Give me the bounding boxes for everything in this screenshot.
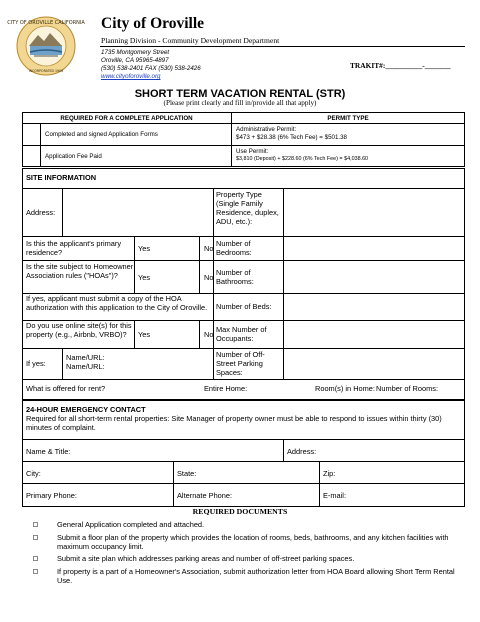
name-url-2-label: Name/URL: bbox=[66, 362, 105, 371]
requirements-header: REQUIRED FOR A COMPLETE APPLICATION bbox=[60, 115, 193, 122]
offered-label: What is offered for rent? bbox=[26, 384, 106, 393]
req-checkbox-forms[interactable] bbox=[22, 123, 40, 145]
bedrooms-label: Number of Bedrooms: bbox=[216, 239, 252, 257]
emergency-address-label: Address: bbox=[287, 447, 317, 456]
city-seal-icon bbox=[7, 16, 85, 76]
doc-item-3: Submit a site plan which addresses parking areas and number of off-street parking spaces. bbox=[57, 554, 355, 563]
doc-item-4: If property is a part of a Homeowner's Association, submit authorization letter from HOA Board allowing Short Term Rental Use. bbox=[57, 567, 455, 585]
use-permit-title: Use Permit: bbox=[236, 148, 269, 155]
primary-residence-yes[interactable]: Yes bbox=[138, 244, 151, 253]
use-permit-fee: $3,810 (Deposit) + $228.60 (6% Tech Fee) = $4,038.60 bbox=[236, 156, 369, 162]
svg-text:CITY OF OROVILLE CALIFORNIA: CITY OF OROVILLE CALIFORNIA bbox=[7, 20, 85, 26]
doc-item-2: Submit a floor plan of the property which provides the location of rooms, beds, bathrooms, and any kitchen facilities with maximum occupancy limit. bbox=[57, 533, 449, 551]
primary-residence-no[interactable]: No bbox=[204, 244, 214, 253]
property-type-label: Property Type (Single Family Residence, duplex, ADU, etc.): bbox=[216, 190, 279, 226]
if-yes-label: If yes: bbox=[26, 359, 46, 368]
permit-type-header: PERMIT TYPE bbox=[327, 115, 369, 122]
email-field[interactable] bbox=[350, 484, 464, 506]
online-sites-yes[interactable]: Yes bbox=[138, 330, 151, 339]
address-line-2: Oroville, CA 95965-4897 bbox=[101, 57, 169, 64]
name-url-field[interactable] bbox=[104, 350, 212, 378]
name-url-1-label: Name/URL: bbox=[66, 353, 105, 362]
parking-label: Number of Off-Street Parking Spaces: bbox=[216, 350, 265, 377]
primary-phone-label: Primary Phone: bbox=[26, 491, 77, 500]
occupants-field[interactable] bbox=[284, 321, 464, 347]
form-title: SHORT TERM VACATION RENTAL (STR) bbox=[134, 88, 346, 100]
phone-fax: (530) 538-2401 FAX (530) 538-2426 bbox=[101, 65, 201, 72]
doc-item-1: General Application completed and attached. bbox=[57, 520, 205, 529]
org-name: City of Oroville bbox=[101, 15, 205, 32]
address-label: Address: bbox=[26, 208, 56, 217]
bedrooms-field[interactable] bbox=[284, 237, 464, 259]
req-item-fee: Application Fee Paid bbox=[45, 153, 102, 160]
alternate-phone-field[interactable] bbox=[240, 484, 318, 506]
required-documents-title: REQUIRED DOCUMENTS bbox=[192, 507, 288, 516]
svg-text:INCORPORATED 1906: INCORPORATED 1906 bbox=[28, 69, 64, 73]
primary-phone-field[interactable] bbox=[82, 484, 172, 506]
form-subtitle: (Please print clearly and fill in/provide all that apply) bbox=[163, 99, 317, 107]
property-type-field[interactable] bbox=[284, 189, 464, 235]
alternate-phone-label: Alternate Phone: bbox=[177, 491, 233, 500]
address-field[interactable] bbox=[63, 189, 212, 235]
bathrooms-field[interactable] bbox=[284, 261, 464, 292]
hoa-yes[interactable]: Yes bbox=[138, 273, 151, 282]
zip-field[interactable] bbox=[340, 462, 464, 482]
emergency-title: 24-HOUR EMERGENCY CONTACT bbox=[26, 405, 146, 414]
address-line-1: 1735 Montgomery Street bbox=[101, 49, 170, 56]
online-sites-question: Do you use online site(s) for this property (e.g., Airbnb, VRBO)? bbox=[26, 321, 132, 339]
beds-field[interactable] bbox=[284, 294, 464, 319]
doc-checkbox-2[interactable] bbox=[33, 535, 38, 540]
entire-home-label[interactable]: Entire Home: bbox=[204, 384, 248, 393]
name-title-label: Name & Title: bbox=[26, 447, 71, 456]
hoa-question: Is the site subject to Homeowner Association rules ("HOAs")? bbox=[26, 262, 134, 280]
primary-residence-question: Is this the applicant's primary residence? bbox=[26, 239, 122, 257]
emergency-address-field[interactable] bbox=[322, 440, 464, 460]
city-field[interactable] bbox=[46, 462, 172, 482]
state-label: State: bbox=[177, 469, 197, 478]
admin-permit-fee: $473 + $28.38 (6% Tech Fee) = $501.38 bbox=[236, 134, 347, 141]
online-sites-no[interactable]: No bbox=[204, 330, 214, 339]
doc-checkbox-3[interactable] bbox=[33, 556, 38, 561]
website-link[interactable]: www.cityoforoville.org bbox=[101, 73, 161, 80]
doc-checkbox-4[interactable] bbox=[33, 569, 38, 574]
doc-checkbox-1[interactable] bbox=[33, 522, 38, 527]
bathrooms-label: Number of Bathrooms: bbox=[216, 268, 254, 286]
number-of-rooms-label[interactable]: Number of Rooms: bbox=[376, 384, 439, 393]
req-checkbox-fee[interactable] bbox=[22, 145, 40, 167]
beds-label: Number of Beds: bbox=[216, 302, 272, 311]
hoa-note: If yes, applicant must submit a copy of the HOA authorization with this application to the City of Oroville. bbox=[26, 294, 208, 312]
department-name: Planning Division - Community Development Department bbox=[101, 36, 280, 45]
state-field[interactable] bbox=[200, 462, 318, 482]
site-info-title: SITE INFORMATION bbox=[26, 173, 97, 182]
occupants-label: Max Number of Occupants: bbox=[216, 325, 267, 343]
emergency-text: Required for all short-term rental properties: Site Manager of property owner must be able to respond to issues within thirty (30) minutes of complaint. bbox=[26, 414, 442, 432]
trakit-number[interactable]: TRAKIT#:__________-_______ bbox=[350, 61, 451, 70]
city-label: City: bbox=[26, 469, 41, 478]
hoa-no[interactable]: No bbox=[204, 273, 214, 282]
zip-label: Zip: bbox=[323, 469, 336, 478]
city-seal bbox=[7, 16, 85, 76]
email-label: E-mail: bbox=[323, 491, 346, 500]
admin-permit-title: Administrative Permit: bbox=[236, 126, 297, 133]
req-item-forms: Completed and signed Application Forms bbox=[45, 131, 158, 138]
name-title-field[interactable] bbox=[80, 440, 282, 460]
header-rule bbox=[100, 46, 465, 47]
rooms-in-home-label[interactable]: Room(s) in Home: bbox=[315, 384, 375, 393]
parking-field[interactable] bbox=[284, 349, 464, 378]
